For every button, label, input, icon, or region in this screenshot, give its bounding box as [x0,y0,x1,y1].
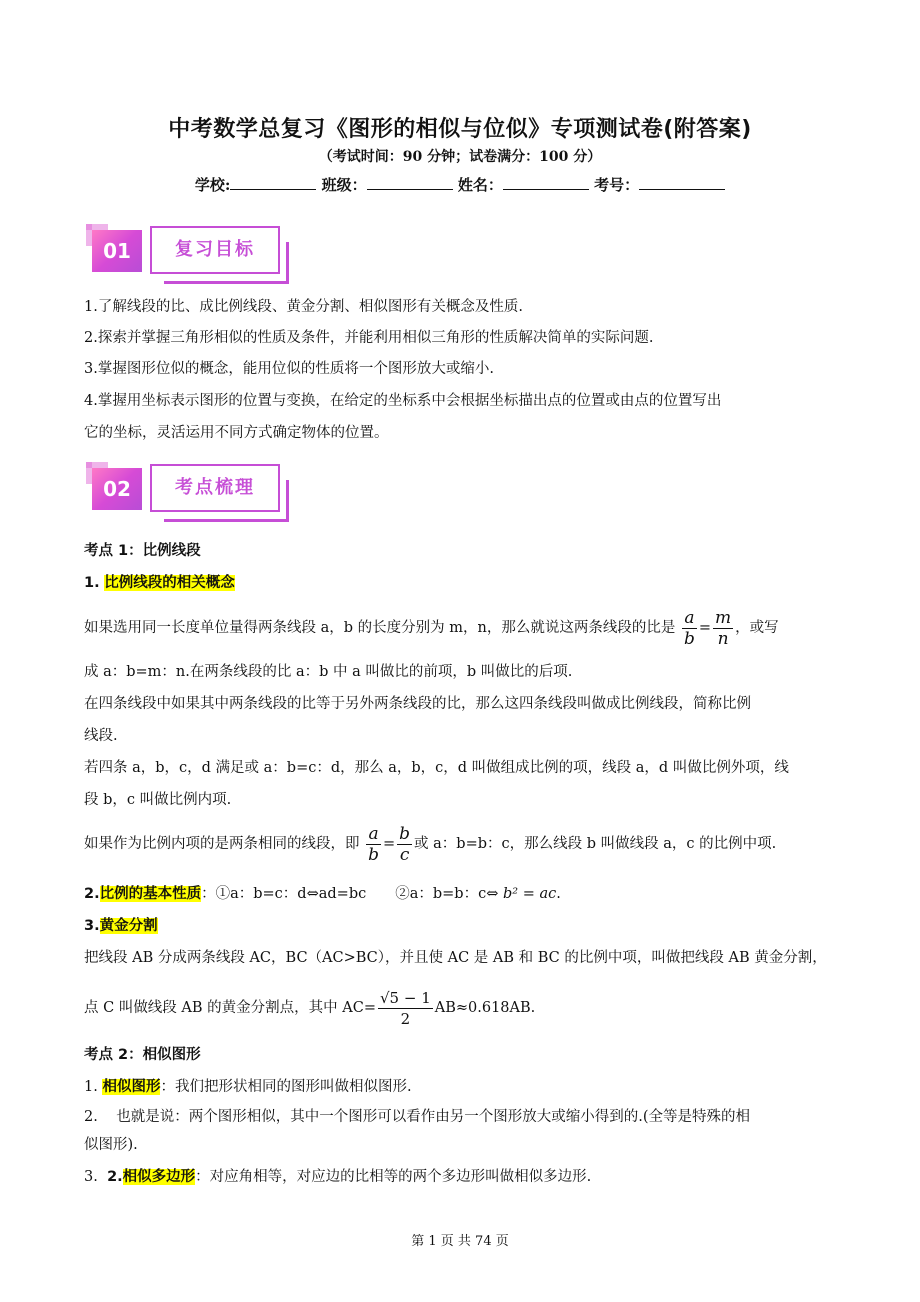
name-label: 姓名： [457,176,503,194]
kp1-para6: 段 b，c 叫做比例内项. [84,792,232,808]
objective-3: 3.掌握图形位似的概念，能用位似的性质将一个图形放大或缩小. [84,361,494,377]
section-number: 02 [92,468,142,510]
section-badge-02 [84,460,304,530]
objective-1: 1.了解线段的比、成比例线段、黄金分割、相似图形有关概念及性质. [84,299,523,315]
equivalence-arrow-icon: ⇔ [306,886,319,902]
kp2-item3: 3. 2.相似多边形：对应角相等，对应边的比相等的两个多边形叫做相似多边形. [84,1169,592,1185]
kp1-item2: 2.比例的基本性质：①a：b=c：d⇔ad=bc ②a：b=b：c⇔ b² = ac. [84,886,561,902]
school-field[interactable] [230,175,316,190]
page-footer: 第 1 页 共 74 页 [411,1234,509,1249]
kp1-para1: 如果选用同一长度单位量得两条线段 a，b 的长度分别为 m，n，那么就说这两条线段的比是 $\frac{a}{b}$ = $\frac{m}{n}$ ，或写 [84,607,779,649]
kp2-item1: 1. 相似图形：我们把形状相同的图形叫做相似图形. [84,1079,412,1095]
section-badge-01 [84,222,304,292]
kp2-heading: 考点 2：相似图形 [84,1047,201,1063]
kp1-item1-heading: 1. 比例线段的相关概念 [84,575,235,591]
kp1-para2: 成 a：b=m：n.在两条线段的比 a：b 中 a 叫做比的前项，b 叫做比的后项. [84,664,573,680]
section-number: 01 [92,230,142,272]
kp1-para5: 若四条 a，b，c，d 满足或 a：b=c：d，那么 a，b，c，d 叫做组成比例的项，线段 a，d 叫做比例外项，线 [84,760,789,776]
kp1-para4: 线段. [84,728,118,744]
fraction: $\frac{a}{b}$ [368,823,379,865]
school-label: 学校: [194,176,231,194]
fraction: $\frac{m}{n}$ [715,607,732,649]
class-field[interactable] [367,175,453,190]
kp1-para7: 如果作为比例内项的是两条相同的线段，即 $\frac{a}{b}$ = $\frac{b}{c}$ 或 a：b=b：c，那么线段 b 叫做线段 a，c 的比例中项. [84,823,777,865]
kp1-para8: 把线段 AB 分成两条线段 AC，BC（AC>BC），并且使 AC 是 AB 和 BC 的比例中项，叫做把线段 AB 黄金分割， [84,950,827,966]
kp1-para9: 点 C 叫做线段 AB 的黄金分割点，其中 AC= $\frac{√5 - 1}{2}$ AB≈0.618AB. [84,988,536,1028]
number-field[interactable] [639,175,725,190]
fraction: $\frac{√5 - 1}{2}$ [379,988,431,1028]
fraction: $\frac{a}{b}$ [683,607,695,649]
kp2-item2: 2. 也就是说：两个图形相似，其中一个图形可以看作由另一个图形放大或缩小得到的.(全等是特殊的相 [84,1109,751,1125]
equivalence-arrow-icon: ⇔ [486,886,499,902]
objective-4-cont: 它的坐标，灵活运用不同方式确定物体的位置。 [84,425,389,441]
number-label: 考号： [594,176,640,194]
name-field[interactable] [503,175,589,190]
section-label: 复习目标 [150,226,280,274]
objective-2: 2.探索并掌握三角形相似的性质及条件，并能利用相似三角形的性质解决简单的实际问题. [84,330,654,346]
kp2-item2-cont: 似图形). [84,1137,138,1153]
student-info-line [0,174,920,195]
exam-info: （考试时间：90 分钟；试卷满分：100 分） [318,149,602,165]
kp1-heading: 考点 1：比例线段 [84,543,201,559]
fraction: $\frac{b}{c}$ [399,823,411,865]
objective-4: 4.掌握用坐标表示图形的位置与变换，在给定的坐标系中会根据坐标描出点的位置或由点的位置写出 [84,393,722,409]
page-title: 中考数学总复习《图形的相似与位似》专项测试卷(附答案) [168,117,752,142]
kp1-item3-heading: 3.黄金分割 [84,918,158,934]
section-label: 考点梳理 [150,464,280,512]
class-label: 班级： [321,176,367,194]
kp1-para3: 在四条线段中如果其中两条线段的比等于另外两条线段的比，那么这四条线段叫做成比例线段，简称比例 [84,696,751,712]
